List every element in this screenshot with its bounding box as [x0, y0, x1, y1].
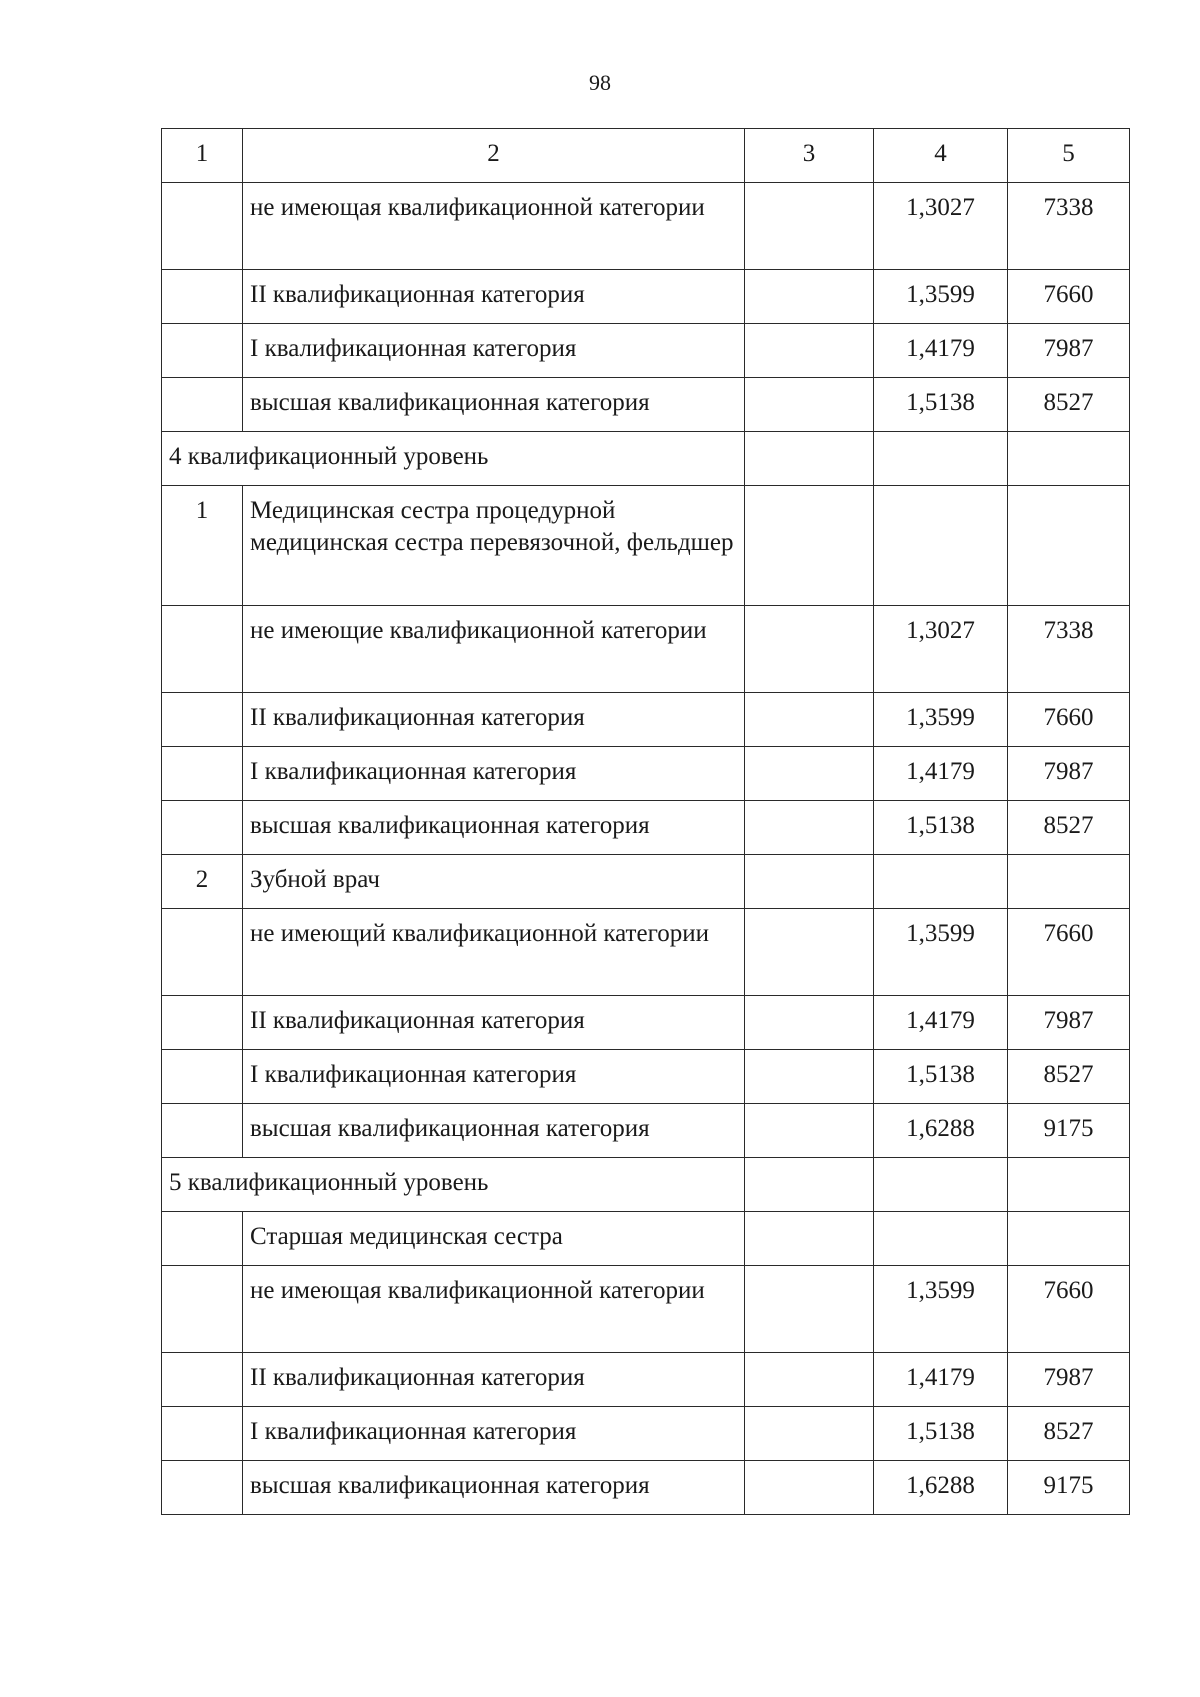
cell-name: высшая квалификационная категория	[243, 1104, 745, 1158]
cell-number	[162, 1212, 243, 1266]
cell-salary	[1008, 432, 1130, 486]
cell-salary	[1008, 486, 1130, 606]
cell-salary: 7987	[1008, 996, 1130, 1050]
cell-level-heading: 4 квалификационный уровень	[162, 432, 745, 486]
cell-number	[162, 909, 243, 996]
table-row	[162, 486, 1130, 606]
cell-name: не имеющие квалификационной категории	[243, 606, 745, 693]
cell-number	[162, 1353, 243, 1407]
cell-coefficient: 1,6288	[874, 1104, 1008, 1158]
table-row	[162, 855, 1130, 909]
table-row	[162, 270, 1130, 324]
cell-number	[162, 693, 243, 747]
cell-name: не имеющая квалификационной категории	[243, 183, 745, 270]
cell-level-heading: 5 квалификационный уровень	[162, 1158, 745, 1212]
table-row	[162, 1461, 1130, 1515]
cell-coefficient: 1,5138	[874, 801, 1008, 855]
cell-number	[162, 801, 243, 855]
cell-number: 1	[162, 486, 243, 606]
cell-name: Медицинская сестра процедурной медицинская сестра перевязочной, фельдшер	[243, 486, 745, 606]
cell-coefficient: 1,6288	[874, 1461, 1008, 1515]
cell-salary: 7660	[1008, 270, 1130, 324]
cell-salary: 7660	[1008, 1266, 1130, 1353]
cell-coefficient	[874, 486, 1008, 606]
table-row	[162, 378, 1130, 432]
cell-coefficient: 1,3599	[874, 270, 1008, 324]
cell-coefficient: 1,3599	[874, 909, 1008, 996]
cell-salary: 8527	[1008, 1050, 1130, 1104]
cell-coefficient: 1,3599	[874, 693, 1008, 747]
cell-col3	[745, 693, 874, 747]
table-row	[162, 183, 1130, 270]
cell-name: II квалификационная категория	[243, 270, 745, 324]
cell-coefficient: 1,5138	[874, 378, 1008, 432]
cell-name: не имеющий квалификационной категории	[243, 909, 745, 996]
cell-number	[162, 1407, 243, 1461]
cell-name: высшая квалификационная категория	[243, 801, 745, 855]
cell-col3	[745, 324, 874, 378]
cell-name: II квалификационная категория	[243, 693, 745, 747]
table-row	[162, 1212, 1130, 1266]
cell-salary: 7660	[1008, 909, 1130, 996]
cell-coefficient: 1,3027	[874, 606, 1008, 693]
cell-name: Зубной врач	[243, 855, 745, 909]
cell-name: высшая квалификационная категория	[243, 378, 745, 432]
cell-number	[162, 1266, 243, 1353]
cell-col3	[745, 1212, 874, 1266]
header-cell: 1	[162, 129, 243, 183]
cell-number	[162, 1050, 243, 1104]
table-row	[162, 1266, 1130, 1353]
cell-coefficient: 1,4179	[874, 747, 1008, 801]
table-row	[162, 1104, 1130, 1158]
cell-col3	[745, 432, 874, 486]
cell-salary: 7338	[1008, 606, 1130, 693]
cell-salary	[1008, 855, 1130, 909]
cell-name: не имеющая квалификационной категории	[243, 1266, 745, 1353]
cell-salary: 8527	[1008, 378, 1130, 432]
table-row-level-heading	[162, 432, 1130, 486]
table-row	[162, 1050, 1130, 1104]
cell-number	[162, 996, 243, 1050]
cell-salary	[1008, 1212, 1130, 1266]
cell-salary: 7987	[1008, 747, 1130, 801]
header-cell: 5	[1008, 129, 1130, 183]
cell-number	[162, 1461, 243, 1515]
cell-col3	[745, 183, 874, 270]
cell-coefficient: 1,4179	[874, 1353, 1008, 1407]
cell-col3	[745, 801, 874, 855]
cell-number: 2	[162, 855, 243, 909]
table-row-level-heading	[162, 1158, 1130, 1212]
cell-col3	[745, 378, 874, 432]
cell-col3	[745, 1353, 874, 1407]
cell-name: I квалификационная категория	[243, 747, 745, 801]
cell-col3	[745, 1158, 874, 1212]
table-row	[162, 747, 1130, 801]
cell-salary: 8527	[1008, 1407, 1130, 1461]
table-row	[162, 1353, 1130, 1407]
table-row	[162, 324, 1130, 378]
table-row	[162, 1407, 1130, 1461]
cell-salary: 9175	[1008, 1104, 1130, 1158]
table-row	[162, 996, 1130, 1050]
table-row	[162, 909, 1130, 996]
cell-coefficient: 1,5138	[874, 1407, 1008, 1461]
cell-number	[162, 270, 243, 324]
cell-name: высшая квалификационная категория	[243, 1461, 745, 1515]
cell-salary	[1008, 1158, 1130, 1212]
cell-name: II квалификационная категория	[243, 1353, 745, 1407]
cell-name: I квалификационная категория	[243, 1050, 745, 1104]
header-cell: 3	[745, 129, 874, 183]
cell-col3	[745, 747, 874, 801]
cell-number	[162, 747, 243, 801]
cell-coefficient: 1,4179	[874, 996, 1008, 1050]
cell-coefficient: 1,3599	[874, 1266, 1008, 1353]
cell-col3	[745, 1266, 874, 1353]
cell-coefficient	[874, 1158, 1008, 1212]
cell-col3	[745, 855, 874, 909]
cell-col3	[745, 486, 874, 606]
header-cell: 4	[874, 129, 1008, 183]
cell-col3	[745, 606, 874, 693]
cell-col3	[745, 1461, 874, 1515]
cell-name: I квалификационная категория	[243, 1407, 745, 1461]
cell-number	[162, 606, 243, 693]
header-cell: 2	[243, 129, 745, 183]
cell-col3	[745, 1407, 874, 1461]
cell-salary: 8527	[1008, 801, 1130, 855]
cell-col3	[745, 996, 874, 1050]
table-row	[162, 801, 1130, 855]
cell-number	[162, 378, 243, 432]
cell-col3	[745, 270, 874, 324]
cell-salary: 7660	[1008, 693, 1130, 747]
page-number: 98	[589, 70, 611, 95]
cell-name: I квалификационная категория	[243, 324, 745, 378]
cell-number	[162, 1104, 243, 1158]
cell-col3	[745, 909, 874, 996]
cell-coefficient: 1,5138	[874, 1050, 1008, 1104]
cell-number	[162, 183, 243, 270]
cell-coefficient	[874, 1212, 1008, 1266]
cell-salary: 9175	[1008, 1461, 1130, 1515]
cell-name: II квалификационная категория	[243, 996, 745, 1050]
cell-name: Старшая медицинская сестра	[243, 1212, 745, 1266]
cell-coefficient: 1,4179	[874, 324, 1008, 378]
cell-number	[162, 324, 243, 378]
cell-col3	[745, 1104, 874, 1158]
cell-salary: 7338	[1008, 183, 1130, 270]
cell-coefficient	[874, 432, 1008, 486]
cell-salary: 7987	[1008, 1353, 1130, 1407]
table-row	[162, 693, 1130, 747]
cell-salary: 7987	[1008, 324, 1130, 378]
table-row	[162, 606, 1130, 693]
cell-coefficient	[874, 855, 1008, 909]
qualification-table	[161, 128, 1130, 1515]
cell-col3	[745, 1050, 874, 1104]
cell-coefficient: 1,3027	[874, 183, 1008, 270]
table-header-row	[162, 129, 1130, 183]
